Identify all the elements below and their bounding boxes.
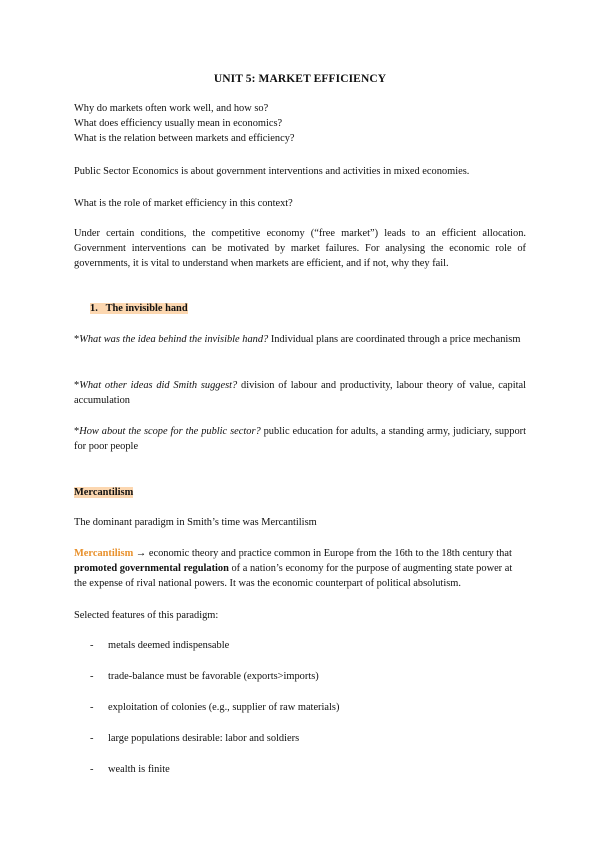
intro-questions: [74, 101, 526, 147]
definition-bold: promoted governmental regulation: [74, 563, 229, 575]
list-item: [90, 700, 339, 715]
qa-question: How about the scope for the public sector?: [79, 426, 261, 437]
definition-part-1: economic theory and practice common in Europe from the 16th to the 18th century that: [148, 548, 512, 559]
mercantilism-heading: [74, 485, 526, 500]
list-item: [90, 731, 299, 746]
intro-question-3: What is the relation between markets and efficiency?: [74, 133, 295, 145]
section-number: 1.: [90, 303, 98, 314]
qa-answer: public education for adults, a standing army, judiciary, support for poor people: [74, 426, 526, 453]
features-intro: Selected features of this paradigm:: [74, 610, 219, 621]
qa-answer: division of labour and productivity, labour theory of value, capital accumulation: [74, 380, 526, 407]
list-item: [90, 638, 229, 653]
role-question: What is the role of market efficiency in this context?: [74, 198, 293, 209]
page-title: UNIT 5: MARKET EFFICIENCY: [213, 73, 387, 85]
qa-item-2: [74, 378, 526, 408]
list-item-text: wealth is finite: [108, 764, 170, 775]
qa-answer: Individual plans are coordinated through a price mechanism: [268, 334, 521, 345]
dominant-paradigm-line: The dominant paradigm in Smith’s time was Mercantilism: [74, 517, 317, 528]
qa-question: What other ideas did Smith suggest?: [79, 380, 238, 391]
mercantilism-term: Mercantilism: [74, 548, 134, 559]
mercantilism-definition: [74, 546, 526, 592]
bullet-dash: -: [90, 764, 94, 775]
qa-item-1: [74, 332, 526, 347]
list-item-text: metals deemed indispensable: [108, 640, 230, 651]
mercantilism-heading-highlight: Mercantilism: [74, 487, 134, 498]
qa-question: What was the idea behind the invisible hand?: [79, 334, 269, 345]
list-item: [90, 762, 170, 777]
qa-star: *: [74, 380, 80, 391]
intro-question-2: What does efficiency usually mean in economics?: [74, 118, 283, 130]
arrow-glyph: →: [133, 548, 149, 559]
intro-question-1: Why do markets often work well, and how so?: [74, 103, 269, 114]
qa-star: *: [74, 334, 80, 345]
bullet-dash: -: [90, 702, 94, 713]
bullet-dash: -: [90, 671, 94, 682]
bullet-dash: -: [90, 640, 94, 651]
public-sector-line: Public Sector Economics is about government interventions and activities in mixed economies.: [74, 166, 470, 177]
definition-part-2: of a nation’s economy for the purpose of augmenting state power at the expense of rival national powers. It was the economic counterpart of political absolutism.: [74, 563, 513, 590]
conditions-paragraph: Under certain conditions, the competitive economy (“free market”) leads to an efficient allocation. Government interventions can be motivated by market failures. For analysing the economic role of governments, it is vital to understand when markets are efficient, and if not, why they fail.: [74, 228, 526, 270]
list-item: [90, 669, 319, 684]
qa-star: *: [74, 426, 80, 437]
list-item-text: trade-balance must be favorable (exports>imports): [108, 671, 319, 682]
section-title: The invisible hand: [105, 303, 188, 314]
qa-item-3: [74, 424, 526, 454]
list-item-text: exploitation of colonies (e.g., supplier of raw materials): [108, 702, 340, 713]
list-item-text: large populations desirable: labor and soldiers: [108, 733, 300, 744]
section-1-heading-highlight: [90, 303, 188, 314]
bullet-dash: -: [90, 733, 94, 744]
section-1-heading: [90, 301, 542, 316]
